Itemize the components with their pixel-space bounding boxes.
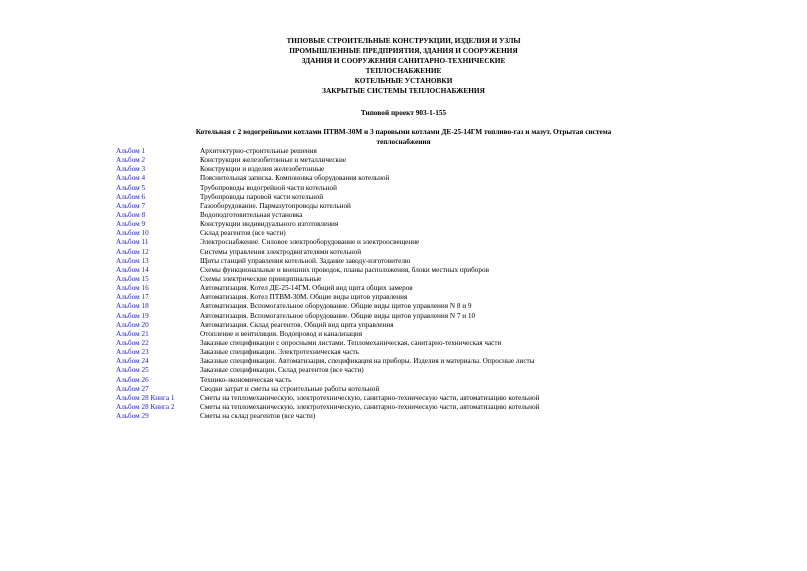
album-link[interactable]: Альбом 1 <box>116 147 146 155</box>
album-row <box>116 302 636 311</box>
album-link[interactable]: Альбом 21 <box>116 329 149 338</box>
album-list <box>116 147 636 421</box>
header-line: ТЕПЛОСНАБЖЕНИЕ <box>365 66 442 75</box>
album-description: Сводки затрат и сметы на строительные работы котельной <box>200 384 380 393</box>
album-description: Заказные спецификации. Склад реагентов (все части) <box>200 366 364 375</box>
album-description: Электроснабжение. Силовое электрооборудование и электроосвещение <box>200 238 420 247</box>
album-link[interactable]: Альбом 19 <box>116 311 149 320</box>
album-description: Автоматизация. Склад реагентов. Общий вид щита управления <box>200 320 394 329</box>
album-description: Сметы на тепломеханическую, электротехническую, санитарно-техническую части, автоматизацию котельной <box>200 393 540 402</box>
album-link[interactable]: Альбом 2 <box>116 156 146 165</box>
album-description: Пояснительная записка. Компоновка оборудования котельной <box>200 174 390 183</box>
album-link[interactable]: Альбом 28 Книга 1 <box>116 393 175 402</box>
album-link[interactable]: Альбом 28 Книга 2 <box>116 402 175 411</box>
album-link[interactable]: Альбом 26 <box>116 375 149 384</box>
album-link[interactable]: Альбом 6 <box>116 192 146 201</box>
project-title: Котельная с 2 водогрейными котлами ПТВМ-30М и 3 паровыми котлами ДЕ-25-14ГМ топливо-газ и мазут. Отрытая система теплоснабжения <box>195 127 612 146</box>
document-header <box>0 36 807 96</box>
album-link[interactable]: Альбом 7 <box>116 201 146 210</box>
album-link[interactable]: Альбом 20 <box>116 320 149 329</box>
album-row <box>116 357 636 366</box>
album-row <box>116 330 636 339</box>
header-line: ЗАКРЫТЫЕ СИСТЕМЫ ТЕПЛОСНАБЖЕНИЯ <box>322 86 485 95</box>
album-description: Схемы функциональные и внешних проводок, планы расположения, блоки местных приборов <box>200 265 489 274</box>
album-link[interactable]: Альбом 16 <box>116 284 149 293</box>
header-line: КОТЕЛЬНЫЕ УСТАНОВКИ <box>354 76 453 85</box>
album-row <box>116 193 636 202</box>
album-description: Автоматизация. Вспомогательное оборудование. Общие виды щитов управления N 7 и 10 <box>200 311 476 320</box>
album-row <box>116 238 636 247</box>
album-row <box>116 412 636 421</box>
album-row <box>116 266 636 275</box>
album-link[interactable]: Альбом 17 <box>116 293 149 302</box>
header-line: ПРОМЫШЛЕННЫЕ ПРЕДПРИЯТИЯ, ЗДАНИЯ И СООРУЖЕНИЯ <box>289 46 518 55</box>
album-link[interactable]: Альбом 15 <box>116 274 149 283</box>
album-row <box>116 348 636 357</box>
album-description: Заказные спецификации. Автоматизация, спецификация на приборы. Изделия и материалы. Опросные листы <box>200 357 535 366</box>
project-code: Типовой проект 903-1-155 <box>360 108 447 117</box>
album-link[interactable]: Альбом 27 <box>116 384 149 393</box>
album-description: Отопление и вентиляция. Водопровод и канализация <box>200 329 363 338</box>
album-link[interactable]: Альбом 18 <box>116 302 149 311</box>
album-row <box>116 156 636 165</box>
album-row <box>116 321 636 330</box>
album-link[interactable]: Альбом 3 <box>116 165 146 174</box>
album-description: Сметы на тепломеханическую, электротехническую, санитарно-техническую части, автоматизацию котельной <box>200 402 540 411</box>
album-description: Газооборудование. Пармазутопроводы котельной <box>200 201 351 210</box>
album-description: Конструкции индивидуального изготовления <box>200 220 339 229</box>
album-row <box>116 248 636 257</box>
album-row <box>116 284 636 293</box>
header-line: ЗДАНИЯ И СООРУЖЕНИЯ САНИТАРНО-ТЕХНИЧЕСКИЕ <box>301 56 506 65</box>
album-link[interactable]: Альбом 5 <box>116 183 146 192</box>
album-description: Конструкции железобетонные и металлические <box>200 156 347 165</box>
album-row <box>116 403 636 412</box>
album-description: Системы управления электродвигателями котельной <box>200 247 362 256</box>
album-link[interactable]: Альбом 10 <box>116 229 149 238</box>
album-description: Автоматизация. Котел ДЕ-25-14ГМ. Общий вид щита общих замеров <box>200 284 413 293</box>
album-row <box>116 165 636 174</box>
album-description: Технико-экономическая часть <box>200 375 292 384</box>
album-row <box>116 366 636 375</box>
album-link[interactable]: Альбом 13 <box>116 256 149 265</box>
album-description: Склад реагентов (все части) <box>200 229 286 238</box>
album-row <box>116 385 636 394</box>
album-link[interactable]: Альбом 23 <box>116 348 149 357</box>
album-description: Трубопроводы паровой части котельной <box>200 192 324 201</box>
album-description: Архитектурно-строительные решения <box>200 147 317 155</box>
album-description: Схемы электрические принципиальные <box>200 274 322 283</box>
album-row <box>116 275 636 284</box>
album-description: Автоматизация. Котел ПТВМ-30М. Общие виды щитов управления <box>200 293 408 302</box>
album-description: Конструкции и изделия железобетонные <box>200 165 325 174</box>
album-link[interactable]: Альбом 11 <box>116 238 149 247</box>
album-link[interactable]: Альбом 29 <box>116 412 149 421</box>
album-link[interactable]: Альбом 9 <box>116 220 146 229</box>
album-description: Сметы на склад реагентов (все части) <box>200 412 316 421</box>
album-link[interactable]: Альбом 14 <box>116 265 149 274</box>
album-link[interactable]: Альбом 24 <box>116 357 149 366</box>
album-row <box>116 312 636 321</box>
album-row <box>116 293 636 302</box>
album-description: Щиты станций управления котельной. Задание заводу-изготовителю <box>200 256 411 265</box>
album-link[interactable]: Альбом 4 <box>116 174 146 183</box>
album-row <box>116 339 636 348</box>
album-description: Заказные спецификации с опросными листами. Тепломеханическая, санитарно-техническая части <box>200 338 502 347</box>
album-description: Автоматизация. Вспомогательное оборудование. Общие виды щитов управления N 8 и 9 <box>200 302 472 311</box>
header-line: ТИПОВЫЕ СТРОИТЕЛЬНЫЕ КОНСТРУКЦИИ, ИЗДЕЛИЯ И УЗЛЫ <box>286 36 521 45</box>
album-link[interactable]: Альбом 25 <box>116 366 149 375</box>
album-row <box>116 184 636 193</box>
album-row <box>116 220 636 229</box>
album-description: Водоподготовительная установка <box>200 210 303 219</box>
album-row <box>116 394 636 403</box>
album-link[interactable]: Альбом 8 <box>116 210 146 219</box>
album-row <box>116 257 636 266</box>
album-link[interactable]: Альбом 12 <box>116 247 149 256</box>
album-row <box>116 147 636 156</box>
album-row <box>116 376 636 385</box>
album-link[interactable]: Альбом 22 <box>116 338 149 347</box>
album-row <box>116 229 636 238</box>
album-row <box>116 211 636 220</box>
album-row <box>116 174 636 183</box>
album-description: Заказные спецификации. Электротехническая часть <box>200 348 359 357</box>
album-row <box>116 202 636 211</box>
album-description: Трубопроводы водогрейной части котельной <box>200 183 337 192</box>
